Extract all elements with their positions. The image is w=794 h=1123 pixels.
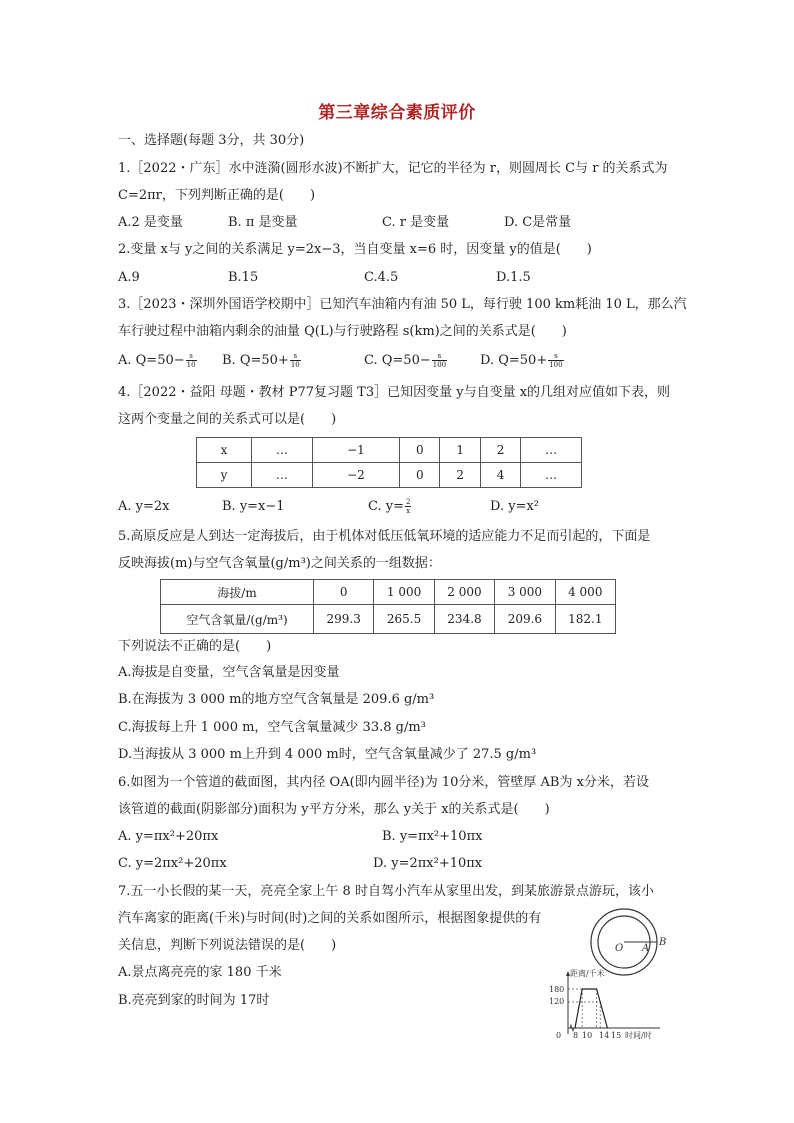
q3-option-a[interactable]: A. Q=50− $\frac{s}{10}$: [118, 352, 196, 369]
table-cell: 0: [400, 438, 440, 463]
q7-stem-line3: 关信息，判断下列说法错误的是( ): [118, 938, 337, 953]
q1-option-a[interactable]: A.2 是变量: [118, 215, 183, 230]
q6-option-d[interactable]: D. y=2πx²+10πx: [373, 856, 483, 871]
q1-option-d[interactable]: D. C是常量: [504, 215, 572, 230]
q5-option-d[interactable]: D.当海拔从 3 000 m上升到 4 000 m时，空气含氧量减少了 27.5 g/m³: [118, 747, 537, 762]
y-tick-label: 180: [549, 985, 565, 994]
table-cell: 海拔/m: [161, 580, 314, 605]
point-b-label: B: [659, 937, 667, 948]
q5-option-a[interactable]: A.海拔是自变量，空气含氧量是因变量: [118, 665, 340, 680]
table-cell: …: [252, 463, 313, 488]
q3-stem-line2: 车行驶过程中油箱内剩余的油量 Q(L)与行驶路程 s(km)之间的关系式是( ): [118, 324, 567, 339]
table-cell: x: [197, 438, 252, 463]
q5-option-b[interactable]: B.在海拔为 3 000 m的地方空气含氧量是 209.6 g/m³: [118, 692, 435, 707]
q5-question: 下列说法不正确的是( ): [118, 639, 272, 654]
q1-option-b[interactable]: B. π 是变量: [228, 215, 298, 230]
x-tick-label: 15: [611, 1031, 622, 1040]
q6-stem-line2: 该管道的截面(阴影部分)面积为 y平方分米，那么 y关于 x的关系式是( ): [118, 802, 550, 817]
q4-option-b[interactable]: B. y=x−1: [222, 499, 285, 514]
q2-option-b[interactable]: B.15: [228, 270, 259, 285]
q2-option-d[interactable]: D.1.5: [496, 270, 531, 285]
table-cell: 265.5: [374, 605, 434, 634]
table-cell: 1: [440, 438, 480, 463]
q3-option-b[interactable]: B. Q=50+ $\frac{s}{10}$: [222, 352, 300, 369]
table-cell: …: [521, 463, 582, 488]
table-cell: 2: [480, 438, 520, 463]
table-cell: 3 000: [495, 580, 555, 605]
table-cell: 209.6: [495, 605, 555, 634]
table-cell: 4 000: [555, 580, 615, 605]
table-row: [161, 580, 616, 605]
q7-option-b[interactable]: B.亮亮到家的时间为 17时: [118, 993, 270, 1008]
q4-option-c[interactable]: C. y= $\frac{2}{x}$: [368, 498, 411, 515]
q3-option-d[interactable]: D. Q=50+ $\frac{s}{100}$: [480, 352, 563, 369]
table-cell: 2 000: [434, 580, 494, 605]
table-cell: 空气含氧量/(g/m³): [161, 605, 314, 634]
x-tick-label: 0: [556, 1031, 562, 1040]
y-tick-label: 120: [549, 997, 565, 1006]
q5-stem-line1: 5.高原反应是人到达一定海拔后，由于机体对低压低氧环境的适应能力不足而引起的，下面是: [118, 529, 651, 544]
point-a-label: A: [642, 943, 650, 954]
q1-stem-line2: C=2πr，下列判断正确的是( ): [118, 188, 316, 203]
q4-value-table: [196, 437, 582, 488]
table-row: [197, 463, 582, 488]
table-cell: …: [521, 438, 582, 463]
q2-stem: 2.变量 x与 y之间的关系满足 y=2x−3，当自变量 x=6 时，因变量 y的值是( ): [118, 242, 592, 257]
q6-option-c[interactable]: C. y=2πx²+20πx: [118, 856, 227, 871]
table-cell: 1 000: [374, 580, 434, 605]
q4-option-a[interactable]: A. y=2x: [118, 499, 170, 514]
table-cell: 182.1: [555, 605, 615, 634]
q7-option-a[interactable]: A.景点离亮亮的家 180 千米: [118, 965, 282, 980]
point-o-label: O: [615, 943, 624, 954]
table-cell: 234.8: [434, 605, 494, 634]
q1-option-c[interactable]: C. r 是变量: [382, 215, 450, 230]
q7-stem-line1: 7.五一小长假的某一天，亮亮全家上午 8 时自驾小汽车从家里出发，到某旅游景点游玩，该小: [118, 884, 654, 899]
q4-option-d[interactable]: D. y=x²: [490, 499, 540, 514]
q5-data-table: [160, 579, 616, 634]
distance-series-line: [575, 989, 607, 1028]
table-cell: 2: [440, 463, 480, 488]
table-row: [197, 438, 582, 463]
x-tick-label: 14: [599, 1031, 610, 1040]
q1-stem-line1: 1.［2022・广东］水中涟漪(圆形水波)不断扩大，记它的半径为 r，则圆周长 C与 r 的关系式为: [118, 161, 668, 176]
q5-option-c[interactable]: C.海拔每上升 1 000 m，空气含氧量减少 33.8 g/m³: [118, 720, 426, 735]
q3-option-c[interactable]: C. Q=50− $\frac{s}{100}$: [364, 352, 447, 369]
q2-option-c[interactable]: C.4.5: [364, 270, 399, 285]
q6-option-a[interactable]: A. y=πx²+20πx: [118, 829, 219, 844]
table-cell: …: [252, 438, 313, 463]
table-cell: 299.3: [314, 605, 374, 634]
q3-stem-line1: 3.［2023・深圳外国语学校期中］已知汽车油箱内有油 50 L，每行驶 100 km耗油 10 L，那么汽: [118, 297, 687, 312]
distance-time-graph: [548, 966, 664, 1042]
x-axis-label: 时间/时: [625, 1031, 652, 1040]
q4-stem-line1: 4.［2022・益阳 母题・教材 P77复习题 T3］已知因变量 y与自变量 x的几组对应值如下表，则: [118, 385, 671, 400]
q6-stem-line1: 6.如图为一个管道的截面图，其内径 OA(即内圆半径)为 10分米，管壁厚 AB为 x分米，若设: [118, 775, 649, 790]
table-cell: −1: [312, 438, 399, 463]
q2-option-a[interactable]: A.9: [118, 270, 140, 285]
table-cell: 4: [480, 463, 520, 488]
y-axis-label: 距离/千米: [570, 969, 605, 978]
section-heading: 一、选择题(每题 3分，共 30分): [118, 133, 305, 148]
q4-stem-line2: 这两个变量之间的关系式可以是( ): [118, 412, 337, 427]
q5-stem-line2: 反映海拔(m)与空气含氧量(g/m³)之间关系的一组数据：: [118, 556, 441, 571]
q7-stem-line2: 汽车离家的距离(千米)与时间(时)之间的关系如图所示，根据图象提供的有: [118, 911, 542, 926]
x-tick-label: 8: [573, 1031, 579, 1040]
table-cell: 0: [400, 463, 440, 488]
q6-option-b[interactable]: B. y=πx²+10πx: [382, 829, 483, 844]
page-title: 第三章综合素质评价: [318, 103, 476, 123]
table-cell: −2: [312, 463, 399, 488]
table-row: [161, 605, 616, 634]
x-tick-label: 10: [582, 1031, 593, 1040]
table-cell: 0: [314, 580, 374, 605]
table-cell: y: [197, 463, 252, 488]
